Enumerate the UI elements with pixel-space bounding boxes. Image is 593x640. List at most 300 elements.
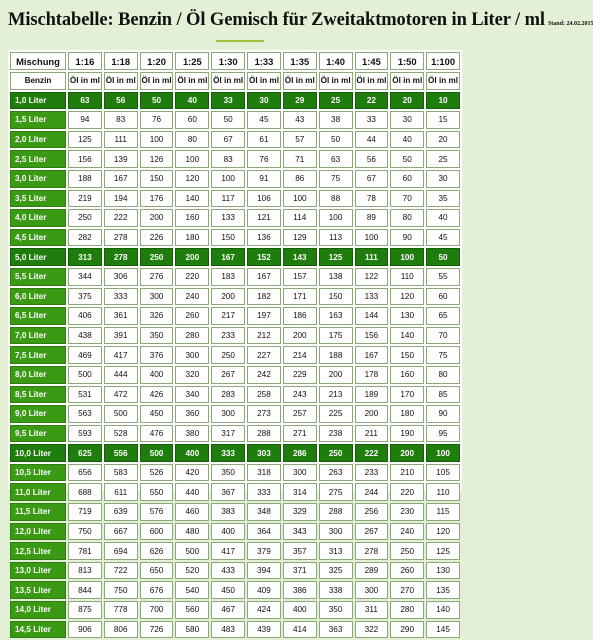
oil-amount-cell: 726 bbox=[140, 621, 174, 639]
row-label: 8,0 Liter bbox=[10, 366, 66, 384]
oil-amount-cell: 250 bbox=[68, 209, 102, 227]
oil-amount-cell: 472 bbox=[104, 386, 138, 404]
oil-amount-cell: 190 bbox=[390, 425, 424, 443]
oil-amount-cell: 400 bbox=[175, 444, 209, 462]
oil-amount-cell: 15 bbox=[426, 111, 460, 129]
oil-amount-cell: 400 bbox=[211, 523, 245, 541]
table-row bbox=[10, 229, 460, 247]
oil-amount-cell: 33 bbox=[355, 111, 389, 129]
oil-amount-cell: 63 bbox=[68, 92, 102, 110]
oil-amount-cell: 136 bbox=[247, 229, 281, 247]
oil-amount-cell: 138 bbox=[319, 268, 353, 286]
oil-amount-cell: 300 bbox=[211, 405, 245, 423]
oil-amount-cell: 50 bbox=[319, 131, 353, 149]
oil-amount-cell: 500 bbox=[140, 444, 174, 462]
oil-amount-cell: 160 bbox=[175, 209, 209, 227]
oil-amount-cell: 100 bbox=[175, 150, 209, 168]
oil-amount-cell: 469 bbox=[68, 346, 102, 364]
oil-amount-cell: 106 bbox=[247, 190, 281, 208]
oil-amount-cell: 156 bbox=[355, 327, 389, 345]
row-label: 9,0 Liter bbox=[10, 405, 66, 423]
oil-amount-cell: 273 bbox=[247, 405, 281, 423]
oil-amount-cell: 656 bbox=[68, 464, 102, 482]
oil-amount-cell: 40 bbox=[175, 92, 209, 110]
row-label: 6,5 Liter bbox=[10, 307, 66, 325]
oil-amount-cell: 364 bbox=[247, 523, 281, 541]
oil-amount-cell: 360 bbox=[175, 405, 209, 423]
oil-amount-cell: 406 bbox=[68, 307, 102, 325]
oil-amount-cell: 278 bbox=[104, 229, 138, 247]
mixing-table-container bbox=[8, 50, 462, 634]
oil-amount-cell: 143 bbox=[283, 248, 317, 266]
oil-amount-cell: 167 bbox=[211, 248, 245, 266]
oil-amount-cell: 282 bbox=[68, 229, 102, 247]
oil-amount-cell: 140 bbox=[426, 601, 460, 619]
table-body bbox=[10, 92, 460, 639]
unit-header-cell: Öl in ml bbox=[175, 72, 209, 90]
oil-amount-cell: 806 bbox=[104, 621, 138, 639]
ratio-header-cell: 1:33 bbox=[247, 52, 281, 70]
oil-amount-cell: 212 bbox=[247, 327, 281, 345]
table-row bbox=[10, 366, 460, 384]
ratio-header-cell: 1:18 bbox=[104, 52, 138, 70]
oil-amount-cell: 227 bbox=[247, 346, 281, 364]
oil-amount-cell: 111 bbox=[355, 248, 389, 266]
oil-amount-cell: 133 bbox=[355, 288, 389, 306]
oil-amount-cell: 238 bbox=[319, 425, 353, 443]
unit-header-cell: Öl in ml bbox=[104, 72, 138, 90]
oil-amount-cell: 676 bbox=[140, 581, 174, 599]
oil-amount-cell: 375 bbox=[68, 288, 102, 306]
oil-amount-cell: 122 bbox=[355, 268, 389, 286]
oil-amount-cell: 44 bbox=[355, 131, 389, 149]
oil-amount-cell: 78 bbox=[355, 190, 389, 208]
oil-amount-cell: 326 bbox=[140, 307, 174, 325]
oil-amount-cell: 391 bbox=[104, 327, 138, 345]
oil-amount-cell: 186 bbox=[283, 307, 317, 325]
oil-amount-cell: 139 bbox=[104, 150, 138, 168]
oil-amount-cell: 467 bbox=[211, 601, 245, 619]
oil-amount-cell: 121 bbox=[247, 209, 281, 227]
oil-amount-cell: 233 bbox=[355, 464, 389, 482]
oil-amount-cell: 424 bbox=[247, 601, 281, 619]
oil-amount-cell: 417 bbox=[104, 346, 138, 364]
oil-amount-cell: 240 bbox=[390, 523, 424, 541]
oil-amount-cell: 580 bbox=[175, 621, 209, 639]
row-label: 14,5 Liter bbox=[10, 621, 66, 639]
oil-amount-cell: 70 bbox=[390, 190, 424, 208]
row-label: 2,5 Liter bbox=[10, 150, 66, 168]
oil-amount-cell: 350 bbox=[140, 327, 174, 345]
oil-amount-cell: 700 bbox=[140, 601, 174, 619]
oil-amount-cell: 160 bbox=[390, 366, 424, 384]
oil-amount-cell: 56 bbox=[104, 92, 138, 110]
oil-amount-cell: 256 bbox=[355, 503, 389, 521]
oil-amount-cell: 129 bbox=[283, 229, 317, 247]
oil-amount-cell: 244 bbox=[355, 483, 389, 501]
oil-amount-cell: 314 bbox=[283, 483, 317, 501]
oil-amount-cell: 130 bbox=[390, 307, 424, 325]
oil-amount-cell: 86 bbox=[283, 170, 317, 188]
oil-amount-cell: 333 bbox=[247, 483, 281, 501]
oil-amount-cell: 263 bbox=[319, 464, 353, 482]
oil-amount-cell: 100 bbox=[211, 170, 245, 188]
unit-header-cell: Öl in ml bbox=[140, 72, 174, 90]
table-row bbox=[10, 542, 460, 560]
oil-amount-cell: 317 bbox=[211, 425, 245, 443]
oil-amount-cell: 639 bbox=[104, 503, 138, 521]
oil-amount-cell: 95 bbox=[426, 425, 460, 443]
oil-amount-cell: 43 bbox=[283, 111, 317, 129]
ratio-header-cell: 1:45 bbox=[355, 52, 389, 70]
oil-amount-cell: 157 bbox=[283, 268, 317, 286]
oil-amount-cell: 500 bbox=[175, 542, 209, 560]
oil-amount-cell: 576 bbox=[140, 503, 174, 521]
row-label: 3,0 Liter bbox=[10, 170, 66, 188]
row-label: 7,0 Liter bbox=[10, 327, 66, 345]
oil-amount-cell: 528 bbox=[104, 425, 138, 443]
unit-header-cell: Öl in ml bbox=[247, 72, 281, 90]
ratio-header-cell: 1:40 bbox=[319, 52, 353, 70]
table-row bbox=[10, 483, 460, 501]
oil-amount-cell: 178 bbox=[355, 366, 389, 384]
oil-amount-cell: 348 bbox=[247, 503, 281, 521]
oil-amount-cell: 60 bbox=[390, 170, 424, 188]
oil-amount-cell: 61 bbox=[247, 131, 281, 149]
oil-amount-cell: 38 bbox=[319, 111, 353, 129]
oil-amount-cell: 444 bbox=[104, 366, 138, 384]
oil-amount-cell: 440 bbox=[175, 483, 209, 501]
table-row bbox=[10, 405, 460, 423]
oil-amount-cell: 394 bbox=[247, 562, 281, 580]
oil-amount-cell: 50 bbox=[390, 150, 424, 168]
oil-amount-cell: 300 bbox=[355, 581, 389, 599]
table-row bbox=[10, 464, 460, 482]
oil-amount-cell: 80 bbox=[390, 209, 424, 227]
row-label: 6,0 Liter bbox=[10, 288, 66, 306]
row-label: 11,5 Liter bbox=[10, 503, 66, 521]
oil-amount-cell: 240 bbox=[175, 288, 209, 306]
table-row bbox=[10, 425, 460, 443]
oil-amount-cell: 89 bbox=[355, 209, 389, 227]
oil-amount-cell: 583 bbox=[104, 464, 138, 482]
oil-amount-cell: 226 bbox=[140, 229, 174, 247]
table-row bbox=[10, 288, 460, 306]
table-row bbox=[10, 248, 460, 266]
oil-amount-cell: 694 bbox=[104, 542, 138, 560]
oil-amount-cell: 333 bbox=[104, 288, 138, 306]
oil-amount-cell: 117 bbox=[211, 190, 245, 208]
oil-amount-cell: 250 bbox=[319, 444, 353, 462]
oil-amount-cell: 25 bbox=[319, 92, 353, 110]
row-label: 1,5 Liter bbox=[10, 111, 66, 129]
oil-amount-cell: 45 bbox=[247, 111, 281, 129]
oil-amount-cell: 188 bbox=[319, 346, 353, 364]
oil-amount-cell: 150 bbox=[390, 346, 424, 364]
row-label: 10,0 Liter bbox=[10, 444, 66, 462]
oil-amount-cell: 100 bbox=[319, 209, 353, 227]
oil-amount-cell: 722 bbox=[104, 562, 138, 580]
table-row bbox=[10, 268, 460, 286]
oil-amount-cell: 113 bbox=[319, 229, 353, 247]
oil-amount-cell: 85 bbox=[426, 386, 460, 404]
oil-amount-cell: 531 bbox=[68, 386, 102, 404]
oil-amount-cell: 30 bbox=[426, 170, 460, 188]
row-label: 4,0 Liter bbox=[10, 209, 66, 227]
oil-amount-cell: 25 bbox=[426, 150, 460, 168]
oil-amount-cell: 380 bbox=[175, 425, 209, 443]
oil-amount-cell: 414 bbox=[283, 621, 317, 639]
oil-amount-cell: 60 bbox=[426, 288, 460, 306]
oil-amount-cell: 750 bbox=[104, 581, 138, 599]
oil-amount-cell: 171 bbox=[283, 288, 317, 306]
oil-amount-cell: 182 bbox=[247, 288, 281, 306]
table-row bbox=[10, 386, 460, 404]
table-row bbox=[10, 581, 460, 599]
oil-amount-cell: 219 bbox=[68, 190, 102, 208]
row-label: 2,0 Liter bbox=[10, 131, 66, 149]
ratio-header-cell: 1:16 bbox=[68, 52, 102, 70]
oil-amount-cell: 167 bbox=[247, 268, 281, 286]
stand-date: Stand: 24.02.2015 bbox=[547, 21, 593, 27]
oil-amount-cell: 100 bbox=[140, 131, 174, 149]
mischung-header: Mischung bbox=[10, 52, 66, 70]
ratio-header-cell: 1:25 bbox=[175, 52, 209, 70]
row-label: 1,0 Liter bbox=[10, 92, 66, 110]
oil-amount-cell: 438 bbox=[68, 327, 102, 345]
oil-amount-cell: 383 bbox=[211, 503, 245, 521]
oil-amount-cell: 476 bbox=[140, 425, 174, 443]
unit-header-cell: Öl in ml bbox=[355, 72, 389, 90]
oil-amount-cell: 45 bbox=[426, 229, 460, 247]
oil-amount-cell: 125 bbox=[426, 542, 460, 560]
oil-amount-cell: 94 bbox=[68, 111, 102, 129]
oil-amount-cell: 50 bbox=[140, 92, 174, 110]
oil-amount-cell: 29 bbox=[283, 92, 317, 110]
oil-amount-cell: 75 bbox=[426, 346, 460, 364]
oil-amount-cell: 180 bbox=[175, 229, 209, 247]
oil-amount-cell: 130 bbox=[426, 562, 460, 580]
oil-amount-cell: 439 bbox=[247, 621, 281, 639]
oil-amount-cell: 56 bbox=[355, 150, 389, 168]
oil-amount-cell: 409 bbox=[247, 581, 281, 599]
table-row bbox=[10, 346, 460, 364]
oil-amount-cell: 133 bbox=[211, 209, 245, 227]
oil-amount-cell: 80 bbox=[426, 366, 460, 384]
row-label: 12,5 Liter bbox=[10, 542, 66, 560]
oil-amount-cell: 100 bbox=[426, 444, 460, 462]
oil-amount-cell: 400 bbox=[283, 601, 317, 619]
oil-amount-cell: 152 bbox=[247, 248, 281, 266]
ratio-header-cell: 1:20 bbox=[140, 52, 174, 70]
oil-amount-cell: 483 bbox=[211, 621, 245, 639]
ratio-header-cell: 1:50 bbox=[390, 52, 424, 70]
oil-amount-cell: 280 bbox=[175, 327, 209, 345]
oil-amount-cell: 280 bbox=[390, 601, 424, 619]
oil-amount-cell: 200 bbox=[390, 444, 424, 462]
row-label: 14,0 Liter bbox=[10, 601, 66, 619]
oil-amount-cell: 500 bbox=[104, 405, 138, 423]
oil-amount-cell: 400 bbox=[140, 366, 174, 384]
oil-amount-cell: 225 bbox=[319, 405, 353, 423]
oil-amount-cell: 200 bbox=[283, 327, 317, 345]
oil-amount-cell: 70 bbox=[426, 327, 460, 345]
oil-amount-cell: 120 bbox=[175, 170, 209, 188]
table-row bbox=[10, 170, 460, 188]
oil-amount-cell: 667 bbox=[104, 523, 138, 541]
oil-amount-cell: 480 bbox=[175, 523, 209, 541]
oil-amount-cell: 433 bbox=[211, 562, 245, 580]
oil-amount-cell: 83 bbox=[104, 111, 138, 129]
oil-amount-cell: 120 bbox=[426, 523, 460, 541]
oil-amount-cell: 286 bbox=[283, 444, 317, 462]
benzin-header: Benzin bbox=[10, 72, 66, 90]
oil-amount-cell: 593 bbox=[68, 425, 102, 443]
oil-amount-cell: 167 bbox=[104, 170, 138, 188]
oil-amount-cell: 50 bbox=[426, 248, 460, 266]
oil-amount-cell: 875 bbox=[68, 601, 102, 619]
unit-header-cell: Öl in ml bbox=[211, 72, 245, 90]
mixing-table bbox=[8, 50, 462, 640]
oil-amount-cell: 386 bbox=[283, 581, 317, 599]
title-row bbox=[8, 10, 593, 31]
oil-amount-cell: 90 bbox=[390, 229, 424, 247]
oil-amount-cell: 361 bbox=[104, 307, 138, 325]
oil-amount-cell: 80 bbox=[175, 131, 209, 149]
unit-header-cell: Öl in ml bbox=[390, 72, 424, 90]
oil-amount-cell: 229 bbox=[283, 366, 317, 384]
oil-amount-cell: 267 bbox=[355, 523, 389, 541]
table-row bbox=[10, 209, 460, 227]
oil-amount-cell: 350 bbox=[319, 601, 353, 619]
oil-amount-cell: 91 bbox=[247, 170, 281, 188]
oil-amount-cell: 110 bbox=[426, 483, 460, 501]
oil-amount-cell: 338 bbox=[319, 581, 353, 599]
oil-amount-cell: 105 bbox=[426, 464, 460, 482]
oil-amount-cell: 288 bbox=[319, 503, 353, 521]
row-label: 11,0 Liter bbox=[10, 483, 66, 501]
oil-amount-cell: 197 bbox=[247, 307, 281, 325]
oil-amount-cell: 906 bbox=[68, 621, 102, 639]
oil-amount-cell: 611 bbox=[104, 483, 138, 501]
oil-amount-cell: 75 bbox=[319, 170, 353, 188]
oil-amount-cell: 260 bbox=[390, 562, 424, 580]
oil-amount-cell: 420 bbox=[175, 464, 209, 482]
oil-amount-cell: 303 bbox=[247, 444, 281, 462]
oil-amount-cell: 556 bbox=[104, 444, 138, 462]
oil-amount-cell: 450 bbox=[211, 581, 245, 599]
oil-amount-cell: 311 bbox=[355, 601, 389, 619]
table-row bbox=[10, 444, 460, 462]
oil-amount-cell: 300 bbox=[140, 288, 174, 306]
row-label: 7,5 Liter bbox=[10, 346, 66, 364]
oil-amount-cell: 200 bbox=[211, 288, 245, 306]
oil-amount-cell: 180 bbox=[390, 405, 424, 423]
table-row bbox=[10, 503, 460, 521]
table-row bbox=[10, 131, 460, 149]
oil-amount-cell: 150 bbox=[319, 288, 353, 306]
row-label: 3,5 Liter bbox=[10, 190, 66, 208]
table-row bbox=[10, 601, 460, 619]
oil-amount-cell: 35 bbox=[426, 190, 460, 208]
oil-amount-cell: 140 bbox=[175, 190, 209, 208]
oil-amount-cell: 260 bbox=[175, 307, 209, 325]
oil-amount-cell: 30 bbox=[247, 92, 281, 110]
table-row bbox=[10, 523, 460, 541]
oil-amount-cell: 76 bbox=[140, 111, 174, 129]
oil-amount-cell: 276 bbox=[140, 268, 174, 286]
unit-header-cell: Öl in ml bbox=[68, 72, 102, 90]
oil-amount-cell: 270 bbox=[390, 581, 424, 599]
oil-amount-cell: 243 bbox=[283, 386, 317, 404]
oil-amount-cell: 426 bbox=[140, 386, 174, 404]
unit-header-cell: Öl in ml bbox=[426, 72, 460, 90]
oil-amount-cell: 289 bbox=[355, 562, 389, 580]
oil-amount-cell: 110 bbox=[390, 268, 424, 286]
oil-amount-cell: 242 bbox=[247, 366, 281, 384]
oil-amount-cell: 343 bbox=[283, 523, 317, 541]
table-row bbox=[10, 327, 460, 345]
row-label: 12,0 Liter bbox=[10, 523, 66, 541]
oil-amount-cell: 67 bbox=[211, 131, 245, 149]
oil-amount-cell: 40 bbox=[426, 209, 460, 227]
row-label: 4,5 Liter bbox=[10, 229, 66, 247]
oil-amount-cell: 20 bbox=[390, 92, 424, 110]
oil-amount-cell: 189 bbox=[355, 386, 389, 404]
table-row bbox=[10, 92, 460, 110]
oil-amount-cell: 114 bbox=[283, 209, 317, 227]
oil-amount-cell: 271 bbox=[283, 425, 317, 443]
oil-amount-cell: 40 bbox=[390, 131, 424, 149]
oil-amount-cell: 220 bbox=[390, 483, 424, 501]
oil-amount-cell: 460 bbox=[175, 503, 209, 521]
oil-amount-cell: 213 bbox=[319, 386, 353, 404]
unit-header-row bbox=[10, 72, 460, 90]
oil-amount-cell: 300 bbox=[175, 346, 209, 364]
oil-amount-cell: 76 bbox=[247, 150, 281, 168]
oil-amount-cell: 300 bbox=[319, 523, 353, 541]
oil-amount-cell: 563 bbox=[68, 405, 102, 423]
oil-amount-cell: 626 bbox=[140, 542, 174, 560]
oil-amount-cell: 258 bbox=[247, 386, 281, 404]
oil-amount-cell: 100 bbox=[355, 229, 389, 247]
oil-amount-cell: 340 bbox=[175, 386, 209, 404]
table-row bbox=[10, 562, 460, 580]
oil-amount-cell: 750 bbox=[68, 523, 102, 541]
table-row bbox=[10, 150, 460, 168]
oil-amount-cell: 145 bbox=[426, 621, 460, 639]
oil-amount-cell: 329 bbox=[283, 503, 317, 521]
oil-amount-cell: 50 bbox=[211, 111, 245, 129]
ratio-header-cell: 1:100 bbox=[426, 52, 460, 70]
oil-amount-cell: 194 bbox=[104, 190, 138, 208]
oil-amount-cell: 90 bbox=[426, 405, 460, 423]
oil-amount-cell: 167 bbox=[355, 346, 389, 364]
oil-amount-cell: 217 bbox=[211, 307, 245, 325]
row-label: 8,5 Liter bbox=[10, 386, 66, 404]
ratio-header-row bbox=[10, 52, 460, 70]
row-label: 5,0 Liter bbox=[10, 248, 66, 266]
oil-amount-cell: 10 bbox=[426, 92, 460, 110]
decorative-divider bbox=[216, 40, 264, 42]
oil-amount-cell: 306 bbox=[104, 268, 138, 286]
oil-amount-cell: 278 bbox=[355, 542, 389, 560]
oil-amount-cell: 126 bbox=[140, 150, 174, 168]
row-label: 13,5 Liter bbox=[10, 581, 66, 599]
oil-amount-cell: 144 bbox=[355, 307, 389, 325]
oil-amount-cell: 233 bbox=[211, 327, 245, 345]
oil-amount-cell: 290 bbox=[390, 621, 424, 639]
